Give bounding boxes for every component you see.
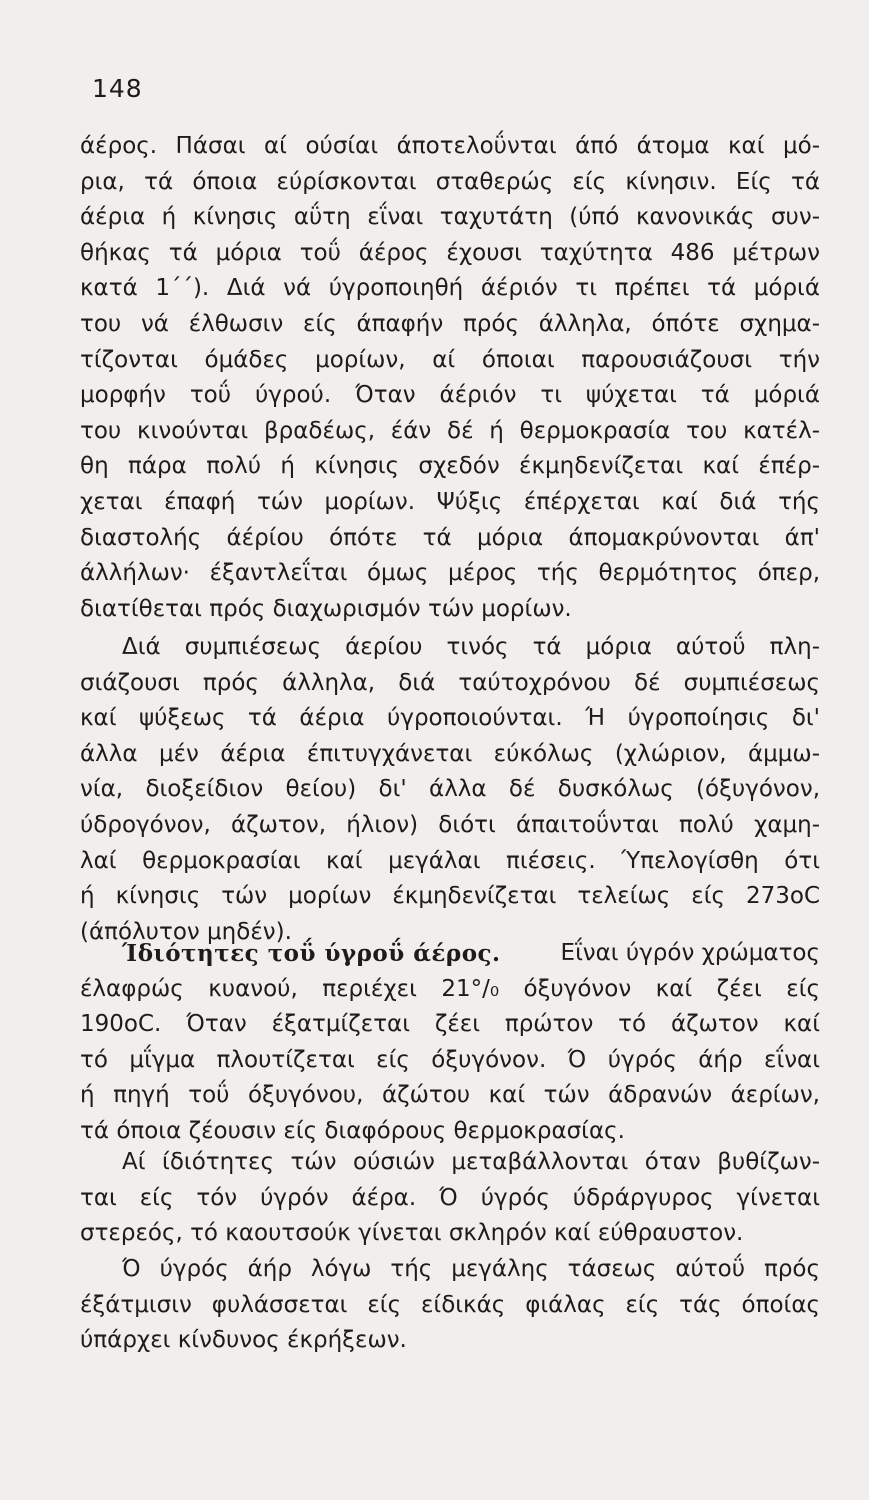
text-line: τίζονται όμάδες μορίων, αί όποιαι παρουσιάζουσι τήν xyxy=(80,346,820,373)
text-line: κατά 1΄΄). Διά νά ύγροποιηθή άέριόν τι πρέπει τά μόριά xyxy=(80,275,820,302)
text-line: μορφήν τοΰ ύγρού. Όταν άέριόν τι ψύχεται τά μόριά xyxy=(80,382,820,409)
text-line: τά όποια ζέουσιν είς διαφόρους θερμοκρασίας. xyxy=(80,1117,625,1144)
text-line: του νά έλθωσιν είς άπαφήν πρός άλληλα, όπότε σχημα- xyxy=(80,310,820,337)
text-line: σιάζουσι πρός άλληλα, διά ταύτοχρόνου δέ συμπιέσεως xyxy=(80,669,820,696)
text-line: ρια, τά όποια εύρίσκονται σταθερώς είς κίνησιν. Είς τά xyxy=(80,168,820,195)
text-line: άέρος. Πάσαι αί ούσίαι άποτελοΰνται άπό άτομα καί μό- xyxy=(80,133,820,159)
text-line: 190οC. Όταν έξατμίζεται ζέει πρώτον τό άζωτον καί xyxy=(80,1011,820,1038)
text-line: άλλα μέν άέρια έπιτυγχάνεται εύκόλως (χλώριον, άμμω- xyxy=(80,740,820,767)
paragraph-4 xyxy=(80,1145,820,1252)
page-number: 148 xyxy=(92,74,143,103)
text-line: ή πηγή τοΰ όξυγόνου, άζώτου καί τών άδρανών άερίων, xyxy=(80,1082,820,1109)
text-line: Διά συμπιέσεως άερίου τινός τά μόρια αύτοΰ πλη- xyxy=(122,634,820,660)
paragraph-3 xyxy=(80,936,820,1150)
text-line: ται είς τόν ύγρόν άέρα. Ό ύγρός ύδράργυρος γίνεται xyxy=(80,1184,820,1211)
text-line: έξάτμισιν φυλάσσεται είς είδικάς φιάλας είς τάς όποίας xyxy=(80,1291,820,1318)
text-line: τό μΐγμα πλουτίζεται είς όξυγόνον. Ό ύγρός άήρ εΐναι xyxy=(80,1046,820,1073)
heading-line-rest: Εΐναι ύγρόν χρώματος xyxy=(560,940,820,966)
text-line: (άπόλυτον μηδέν). xyxy=(80,918,292,945)
text-line: του κινούνται βραδέως, έάν δέ ή θερμοκρασία του κατέλ- xyxy=(80,417,820,444)
text-line: Αί ίδιότητες τών ούσιών μεταβάλλονται όταν βυθίζων- xyxy=(122,1149,820,1175)
paragraph-2 xyxy=(80,630,820,950)
text-line: ύπάρχει κίνδυνος έκρήξεων. xyxy=(80,1327,407,1354)
text-line: καί ψύξεως τά άέρια ύγροποιούνται. Ή ύγροποίησις δι' xyxy=(80,705,820,732)
text-line: διατίθεται πρός διαχωρισμόν τών μορίων. xyxy=(80,595,572,622)
text-line: Ό ύγρός άήρ λόγω τής μεγάλης τάσεως αύτοΰ πρός xyxy=(122,1256,820,1282)
text-line: έλαφρώς κυανού, περιέχει 21°/₀ όξυγόνον καί ζέει είς xyxy=(80,975,820,1002)
text-line: ή κίνησις τών μορίων έκμηδενίζεται τελείως είς 273οC xyxy=(80,883,820,910)
paragraph-5 xyxy=(80,1252,820,1359)
text-line: χεται έπαφή τών μορίων. Ψύξις έπέρχεται καί διά τής xyxy=(80,488,820,515)
paragraph-1 xyxy=(80,129,820,627)
section-heading: Ίδιότητες τοΰ ύγροΰ άέρος. xyxy=(122,940,501,967)
text-line: θη πάρα πολύ ή κίνησις σχεδόν έκμηδενίζεται καί έπέρ- xyxy=(80,453,820,480)
text-line: νία, διοξείδιον θείου) δι' άλλα δέ δυσκόλως (όξυγόνον, xyxy=(80,776,820,803)
text-line: διαστολής άέρίου όπότε τά μόρια άπομακρύνονται άπ' xyxy=(80,524,820,551)
text-line: θήκας τά μόρια τοΰ άέρος έχουσι ταχύτητα 486 μέτρων xyxy=(80,239,820,266)
text-line: λαί θερμοκρασίαι καί μεγάλαι πιέσεις. Ύπελογίσθη ότι xyxy=(80,847,820,874)
text-line: ύδρογόνον, άζωτον, ήλιον) διότι άπαιτοΰνται πολύ χαμη- xyxy=(80,811,820,838)
heading-line xyxy=(80,936,820,972)
text-line: άλλήλων· έξαντλεΐται όμως μέρος τής θερμότητος όπερ, xyxy=(80,560,820,587)
text-line: άέρια ή κίνησις αΰτη εΐναι ταχυτάτη (ύπό κανονικάς συν- xyxy=(80,204,820,231)
text-line: στερεός, τό καουτσούκ γίνεται σκληρόν καί εύθραυστον. xyxy=(80,1220,744,1247)
